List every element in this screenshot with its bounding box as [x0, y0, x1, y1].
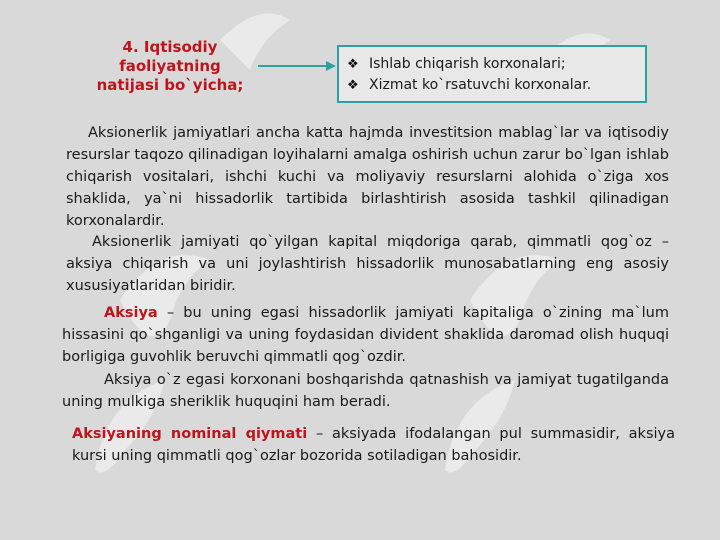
- diamond-bullet-icon: ❖: [347, 57, 359, 72]
- diamond-bullet-icon: ❖: [347, 78, 359, 93]
- paragraph-share-issue: Aksionerlik jamiyati qo`yilgan kapital miqdoriga qarab, qimmatli qog`oz –aksiya chiqarish va uni joylashtirish hissadorlik munosabatlarning eng asosiy xususiyatlaridan biridir.: [66, 234, 669, 294]
- paragraph-joint-stock-definition: Aksionerlik jamiyatlari ancha katta hajmda investitsion mablag`lar va iqtisodiy resurslar taqozo qilinadigan loyihalarni amalga oshirish uchun zarur bo`lgan ishlab chiqarish vositalari, ishchi kuchi va moliyaviy resurslarni alohida o`ziga xos shaklida, ya`ni hissadorlik tartibida birlashtirish asosida tashkil qilinadigan korxonalardir.: [66, 125, 669, 229]
- list-item: [347, 54, 637, 75]
- list-item: [347, 75, 637, 96]
- term-nominal-value: Aksiyaning nominal qiymati: [72, 426, 308, 442]
- paragraph-share-definition: [62, 302, 669, 368]
- nominal-value-text: – aksiyada ifodalangan pul summasidir, aksiya kursi uning qimmatli qog`ozlar bozorida sotiladigan bahosidir.: [72, 426, 675, 464]
- term-share: Aksiya: [104, 305, 158, 321]
- list-item-text: Xizmat ko`rsatuvchi korxonalar.: [369, 77, 592, 93]
- paragraph-nominal-value: [72, 423, 675, 467]
- arrow-connector: [258, 58, 338, 74]
- list-item-text: Ishlab chiqarish korxonalari;: [369, 56, 566, 72]
- enterprise-types-box: [337, 45, 647, 103]
- paragraph-share-rights: Aksiya o`z egasi korxonani boshqarishda qatnashish va jamiyat tugatilganda uning mulkiga sheriklik huquqini ham beradi.: [62, 372, 669, 410]
- share-definition-text: – bu uning egasi hissadorlik jamiyati kapitaliga o`zining ma`lum hissasini qo`shganligi va uning foydasidan divident shaklida daromad olish huquqi borligiga guvohlik beruvchi qimmatli qog`ozdir.: [62, 305, 669, 365]
- section-title: 4. Iqtisodiy faoliyatning natijasi bo`yicha;: [96, 38, 244, 94]
